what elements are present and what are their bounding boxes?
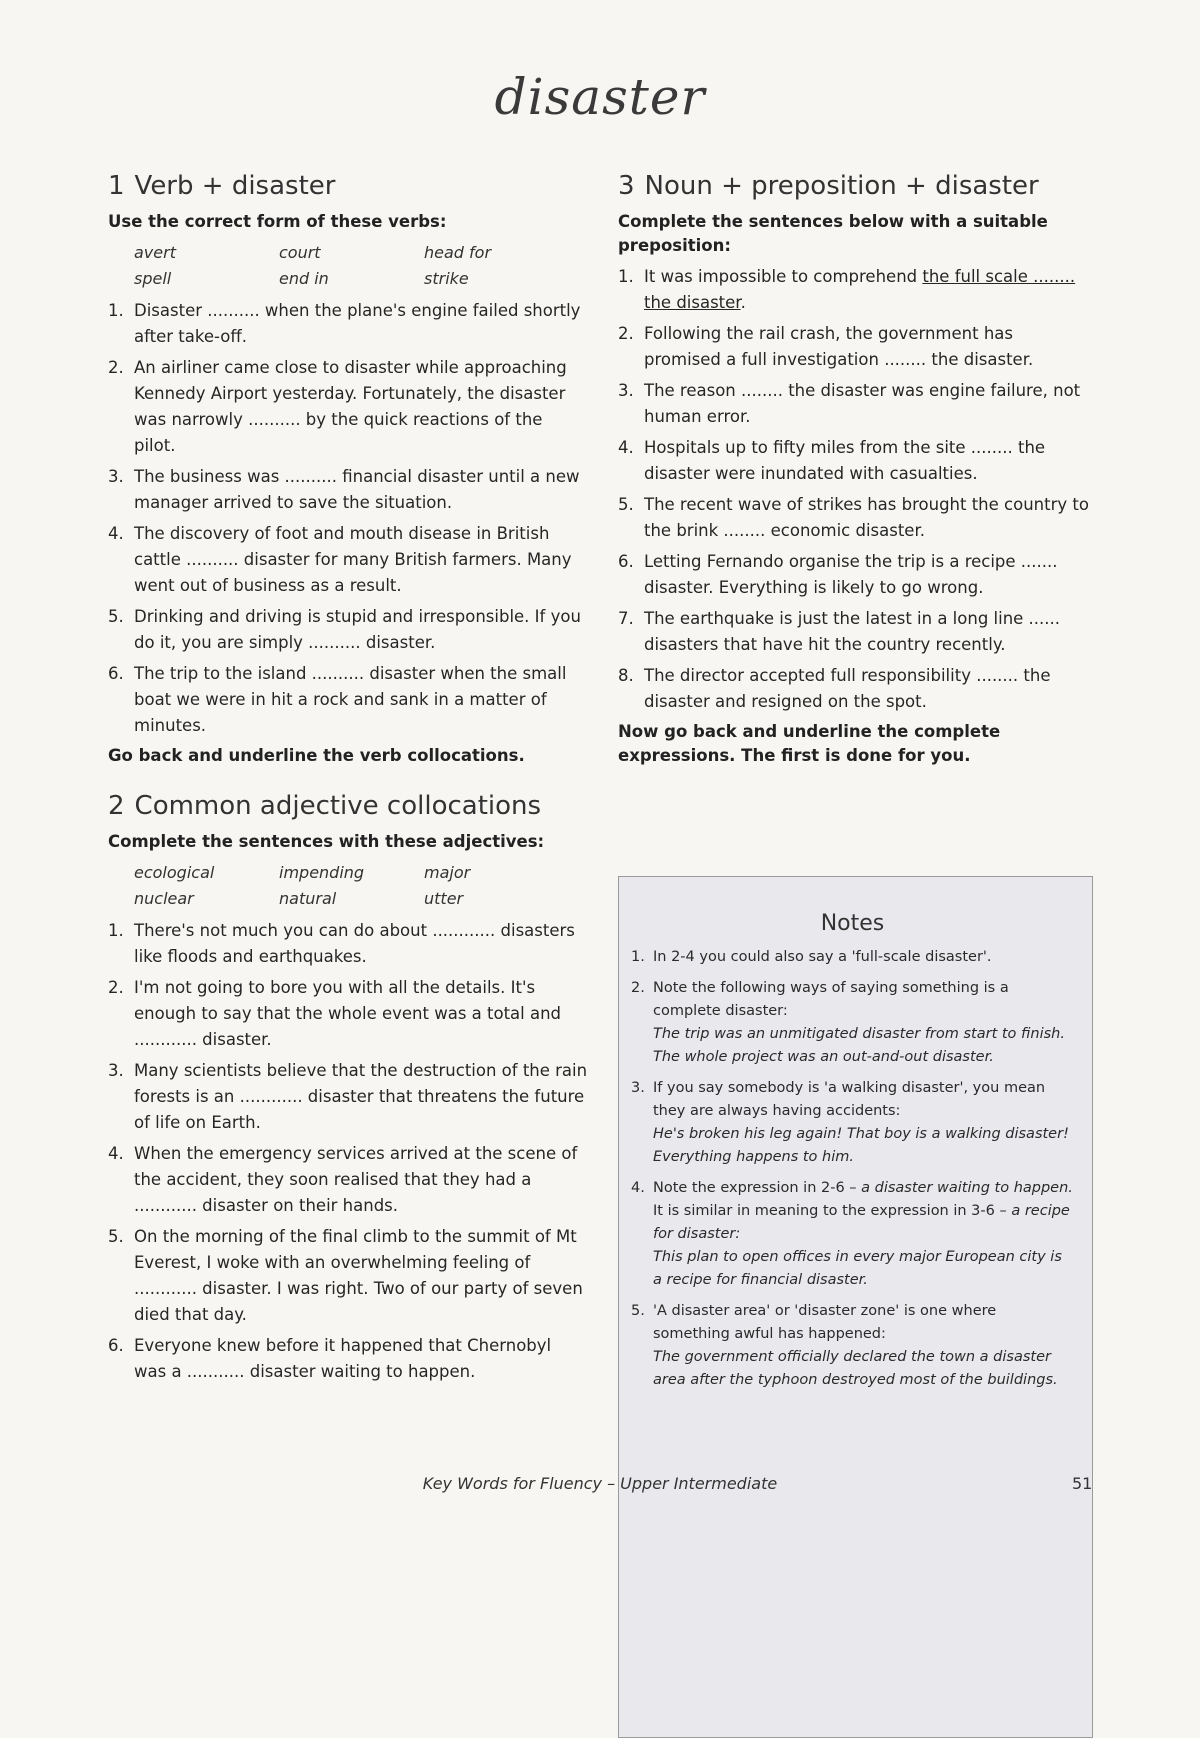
exercise-item: 4. The discovery of foot and mouth disease in British cattle .......... disaster for many British farmers. Many went out of business as a result.: [108, 524, 572, 595]
exercise-item: 2. Following the rail crash, the government has promised a full investigation ........ the disaster.: [618, 324, 1034, 369]
section-instruction: Complete the sentences with these adjectives:: [108, 832, 545, 851]
word-box: [134, 860, 588, 912]
exercise-item: 3. The business was .......... financial disaster until a new manager arrived to save the situation.: [108, 467, 580, 512]
word: nuclear: [134, 889, 194, 908]
page-title: disaster: [494, 68, 706, 126]
exercise-list: [108, 918, 588, 1385]
exercise-item: 4. Hospitals up to fifty miles from the site ........ the disaster were inundated with casualties.: [618, 438, 1046, 483]
underlined-expression: the full scale ........ the disaster: [644, 267, 1076, 312]
exercise-item: 5. The recent wave of strikes has brought the country to the brink ........ economic disaster.: [618, 495, 1089, 540]
note-item: 4. Note the expression in 2-6 – a disaster waiting to happen. It is similar in meaning to the expression in 3-6 – a recipe for disaster: This plan to open offices in every major European city is a recipe for financial disaster.: [631, 1177, 1074, 1292]
exercise-item: 1. Disaster .......... when the plane's engine failed shortly after take-off.: [108, 301, 581, 346]
section-instruction: Complete the sentences below with a suitable preposition:: [618, 212, 1048, 255]
word: end in: [279, 269, 329, 288]
exercise-item: 5. Drinking and driving is stupid and irresponsible. If you do it, you are simply .......... disaster.: [108, 607, 581, 652]
word: utter: [424, 889, 464, 908]
exercise-item: 7. The earthquake is just the latest in a long line ...... disasters that have hit the country recently.: [618, 609, 1061, 654]
exercise-item: 2. An airliner came close to disaster while approaching Kennedy Airport yesterday. Fortunately, the disaster was narrowly .......... by the quick reactions of the pilot.: [108, 358, 567, 455]
word: major: [424, 863, 471, 882]
note-item: 1. In 2-4 you could also say a 'full-scale disaster'.: [631, 949, 992, 965]
exercise-item: 2. I'm not going to bore you with all the details. It's enough to say that the whole event was a total and ............ disaster.: [108, 978, 562, 1049]
section-heading: 1 Verb + disaster: [108, 171, 336, 201]
page-number: 51: [1072, 1474, 1093, 1493]
exercise-item: 6. Everyone knew before it happened that Chernobyl was a ........... disaster waiting to happen.: [108, 1336, 552, 1381]
word: court: [279, 243, 321, 262]
note-item: 3. If you say somebody is 'a walking disaster', you mean they are always having accidents: He's broken his leg again! That boy is a walking disaster! Everything happens to him.: [631, 1077, 1074, 1169]
exercise-item: 8. The director accepted full responsibility ........ the disaster and resigned on the spot.: [618, 666, 1051, 711]
word: spell: [134, 269, 172, 288]
section-followup: Go back and underline the verb collocations.: [108, 746, 525, 765]
exercise-item: 3. Many scientists believe that the destruction of the rain forests is an ............ disaster that threatens the future of life on Earth.: [108, 1061, 588, 1132]
exercise-item: 4. When the emergency services arrived at the scene of the accident, they soon realised that they had a ............ disaster on their hands.: [108, 1144, 578, 1215]
word: head for: [424, 243, 492, 262]
notes-title: Notes: [820, 911, 885, 936]
word-box: [134, 240, 588, 292]
section-verb-disaster: [108, 170, 588, 768]
right-column: [618, 170, 1093, 784]
note-example: The trip was an unmitigated disaster from start to finish.: [653, 1026, 1065, 1042]
note-example: The whole project was an out-and-out disaster.: [653, 1049, 994, 1065]
book-title: Key Words for Fluency – Upper Intermediate: [422, 1474, 778, 1493]
notes-box: [618, 876, 1093, 1738]
exercise-item: 5. On the morning of the final climb to the summit of Mt Everest, I woke with an overwhelming feeling of ............ disaster. I was right. Two of our party of seven died that day.: [108, 1227, 583, 1324]
word: natural: [279, 889, 337, 908]
section-adjective-collocations: [108, 790, 588, 1385]
note-example: The government officially declared the town a disaster area after the typhoon destroyed most of the buildings.: [653, 1349, 1058, 1388]
word: impending: [279, 863, 365, 882]
section-noun-preposition-disaster: [618, 170, 1093, 768]
section-instruction: Use the correct form of these verbs:: [108, 212, 447, 231]
section-heading: 3 Noun + preposition + disaster: [618, 171, 1039, 201]
note-example: This plan to open offices in every major European city is a recipe for financial disaster.: [653, 1249, 1062, 1288]
exercise-item: 3. The reason ........ the disaster was engine failure, not human error.: [618, 381, 1081, 426]
note-example: He's broken his leg again! That boy is a walking disaster! Everything happens to him.: [653, 1126, 1069, 1165]
exercise-item: 6. Letting Fernando organise the trip is a recipe ....... disaster. Everything is likely to go wrong.: [618, 552, 1058, 597]
word: ecological: [134, 863, 215, 882]
exercise-item: 6. The trip to the island .......... disaster when the small boat we were in hit a rock and sank in a matter of minutes.: [108, 664, 567, 735]
section-followup: Now go back and underline the complete expressions. The first is done for you.: [618, 722, 1001, 765]
exercise-item: 1. There's not much you can do about ............ disasters like floods and earthquakes.: [108, 921, 575, 966]
exercise-list: [618, 264, 1093, 715]
exercise-item: 1. It was impossible to comprehend the full scale ........ the disaster.: [618, 267, 1076, 312]
word: avert: [134, 243, 176, 262]
section-heading: 2 Common adjective collocations: [108, 791, 542, 821]
note-item: 5. 'A disaster area' or 'disaster zone' is one where something awful has happened: The government officially declared the town a disaster area after the typhoon destroyed most of the buildings.: [631, 1300, 1074, 1392]
word: strike: [424, 269, 469, 288]
left-column: [108, 170, 588, 1401]
note-item: 2. Note the following ways of saying something is a complete disaster: The trip was an unmitigated disaster from start to finish. The whole project was an out-and-out disaster.: [631, 977, 1074, 1069]
exercise-list: [108, 298, 588, 739]
